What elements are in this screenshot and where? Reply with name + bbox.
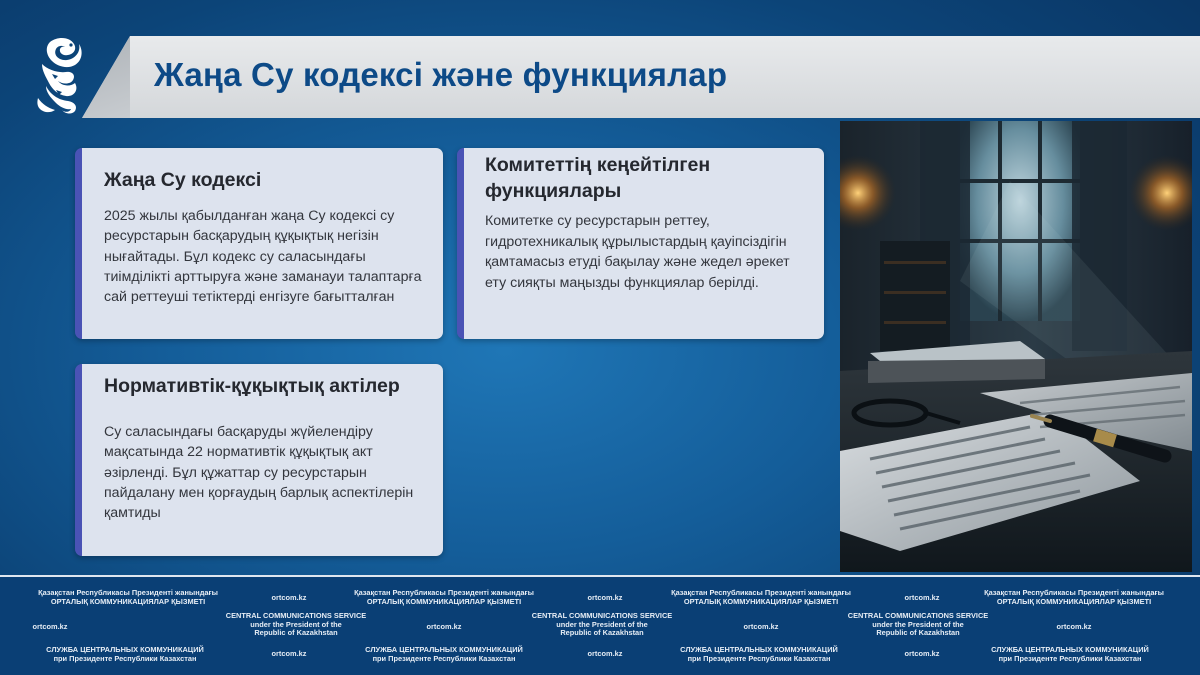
footer-site: ortcom.kz xyxy=(32,622,68,631)
footer-kz-block: Қазақстан Республикасы Президенті жанындағы ОРТАЛЫҚ КОММУНИКАЦИЯЛАР ҚЫЗМЕТІ xyxy=(671,588,851,606)
footer-ru-block: СЛУЖБА ЦЕНТРАЛЬНЫХ КОММУНИКАЦИЙ при Президенте Республики Казахстан xyxy=(680,645,838,663)
footer-en-block: CENTRAL COMMUNICATIONS SERVICE under the President of the Republic of Kazakhstan xyxy=(847,611,989,638)
footer-ru-block: СЛУЖБА ЦЕНТРАЛЬНЫХ КОММУНИКАЦИЙ при Президенте Республики Казахстан xyxy=(365,645,523,663)
footer-site: ortcom.kz xyxy=(587,593,623,602)
footer-ru-block: СЛУЖБА ЦЕНТРАЛЬНЫХ КОММУНИКАЦИЙ при Президенте Республики Казахстан xyxy=(991,645,1149,663)
footer-kz-block: Қазақстан Республикасы Президенті жанындағы ОРТАЛЫҚ КОММУНИКАЦИЯЛАР ҚЫЗМЕТІ xyxy=(984,588,1164,606)
card-heading: Комитеттің кеңейтілген функциялары xyxy=(485,154,711,202)
footer-site: ortcom.kz xyxy=(904,593,940,602)
card-committee-functions xyxy=(457,148,824,339)
card-new-water-code xyxy=(75,148,443,339)
footer-watermark xyxy=(0,575,1200,675)
footer-site: ortcom.kz xyxy=(904,649,940,658)
card-text: Су саласындағы басқаруды жүйелендіру мақсатында 22 нормативтік құқықтық акт әзірленді. Бұл құжаттар су ресурстарын пайдалану мен қорғаудың барлық аспектілерін қамтиды xyxy=(104,423,414,522)
footer-en-block: CENTRAL COMMUNICATIONS SERVICE under the President of the Republic of Kazakhstan xyxy=(225,611,367,638)
footer-site: ortcom.kz xyxy=(1056,622,1092,631)
footer-site: ortcom.kz xyxy=(587,649,623,658)
card-legal-acts xyxy=(75,364,443,556)
footer-ru-block: СЛУЖБА ЦЕНТРАЛЬНЫХ КОММУНИКАЦИЙ при Президенте Республики Казахстан xyxy=(46,645,204,663)
documents-desk-photo xyxy=(840,121,1192,572)
card-text: Комитетке су ресурстарын реттеу, гидротехникалық құрылыстардың қауіпсіздігін қамтамасыз етуді бақылау және жедел әрекет ету сияқты маңызды функциялар берілді. xyxy=(485,213,790,291)
footer-site: ortcom.kz xyxy=(271,649,307,658)
footer-en-block: CENTRAL COMMUNICATIONS SERVICE under the President of the Republic of Kazakhstan xyxy=(531,611,673,638)
footer-kz-block: Қазақстан Республикасы Президенті жанындағы ОРТАЛЫҚ КОММУНИКАЦИЯЛАР ҚЫЗМЕТІ xyxy=(38,588,218,606)
footer-site: ortcom.kz xyxy=(426,622,462,631)
card-text: 2025 жылы қабылданған жаңа Су кодексі су ресурстарын басқарудың құқықтық негізін нығайтады. Бұл кодекс су саласындағы тиімділікті арттыруға және заманауи талаптарға сай реттеуші тетіктерді енгізуге бағытталған xyxy=(104,207,422,306)
snow-leopard-emblem-icon xyxy=(28,34,86,118)
footer-site: ortcom.kz xyxy=(743,622,779,631)
footer-kz-block: Қазақстан Республикасы Президенті жанындағы ОРТАЛЫҚ КОММУНИКАЦИЯЛАР ҚЫЗМЕТІ xyxy=(354,588,534,606)
card-heading: Нормативтік-құқықтық актілер xyxy=(104,375,400,397)
footer-site: ortcom.kz xyxy=(271,593,307,602)
page-title: Жаңа Су кодексі және функциялар xyxy=(154,56,728,93)
card-heading: Жаңа Су кодексі xyxy=(104,169,262,191)
